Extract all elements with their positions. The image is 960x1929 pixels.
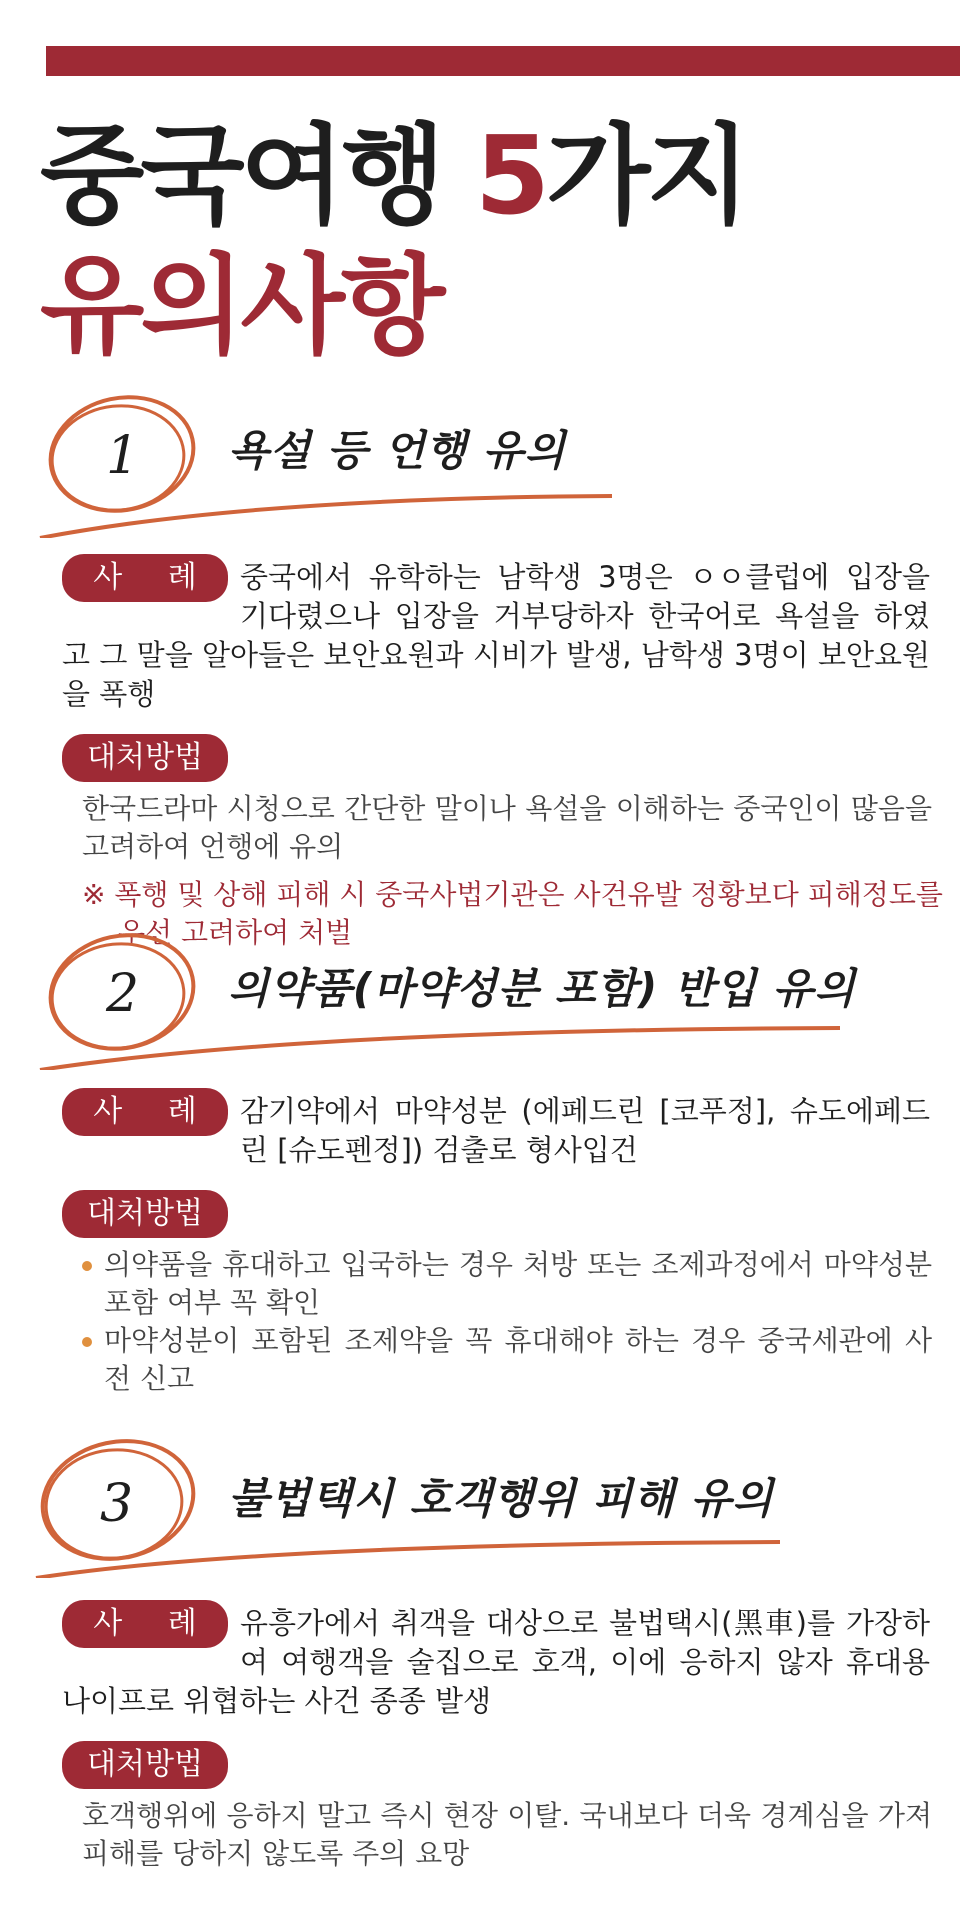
list-item: 의약품을 휴대하고 입국하는 경우 처방 또는 조제과정에서 마약성분 포함 여부 꼭 확인 — [82, 1246, 932, 1322]
section-number: 1 — [106, 426, 140, 486]
section-title: 불법택시 호객행위 피해 유의 — [228, 1474, 774, 1523]
section-title: 욕설 등 언행 유의 — [228, 426, 566, 475]
case-text: 유흥가에서 취객을 대상으로 불법택시(黑車)를 가장하여 여행객을 술집으로 호객, 이에 응하지 않자 휴대용 나이프로 위협하는 사건 종종 발생 — [62, 1606, 930, 1718]
section-heading — [0, 388, 960, 538]
section-number: 2 — [106, 964, 140, 1024]
case-block — [62, 1604, 930, 1721]
case-text: 감기약에서 마약성분 (에페드린 [코푸정], 슈도에페드린 [슈도펜정]) 검출로 형사입건 — [240, 1094, 930, 1167]
case-badge: 사 례 — [62, 554, 228, 602]
case-badge: 사 례 — [62, 1088, 228, 1136]
section-3 — [0, 1428, 960, 1873]
measure-list — [82, 1246, 932, 1398]
title-line-1: 중국여행 5가지 — [40, 114, 747, 239]
section-number: 3 — [100, 1474, 134, 1534]
section-2 — [0, 920, 960, 1398]
bullet-dot-icon — [82, 1261, 92, 1271]
measure-badge: 대처방법 — [62, 1190, 228, 1238]
title-line-2: 유의사항 — [40, 244, 442, 369]
section-heading — [0, 1428, 960, 1578]
case-text: 중국에서 유학하는 남학생 3명은 ㅇㅇ클럽에 입장을 기다렸으나 입장을 거부당하자 한국어로 욕설을 하였고 그 말을 알아들은 보안요원과 시비가 발생, 남학생 3명이 보안요원을 폭행 — [62, 560, 930, 711]
bullet-dot-icon — [82, 1337, 92, 1347]
measure-text: 호객행위에 응하지 말고 즉시 현장 이탈. 국내보다 더욱 경계심을 가져 피해를 당하지 않도록 주의 요망 — [82, 1799, 932, 1870]
measure-text: 한국드라마 시청으로 간단한 말이나 욕설을 이해하는 중국인이 많음을 고려하여 언행에 유의 — [82, 792, 932, 863]
case-block — [62, 558, 930, 714]
case-badge: 사 례 — [62, 1600, 228, 1648]
page-title — [40, 112, 747, 372]
title-number: 5 — [474, 114, 547, 239]
top-accent-bar — [46, 46, 960, 76]
section-title: 의약품(마약성분 포함) 반입 유의 — [228, 964, 856, 1013]
list-item: 마약성분이 포함된 조제약을 꼭 휴대해야 하는 경우 중국세관에 사전 신고 — [82, 1322, 932, 1398]
measure-badge: 대처방법 — [62, 734, 228, 782]
section-heading — [0, 920, 960, 1070]
section-1 — [0, 388, 960, 952]
warning-note: ※ 폭행 및 상해 피해 시 중국사법기관은 사건유발 정황보다 피해정도를 우선 고려하여 처벌 — [82, 878, 943, 949]
case-block — [62, 1092, 930, 1170]
measure-badge: 대처방법 — [62, 1741, 228, 1789]
